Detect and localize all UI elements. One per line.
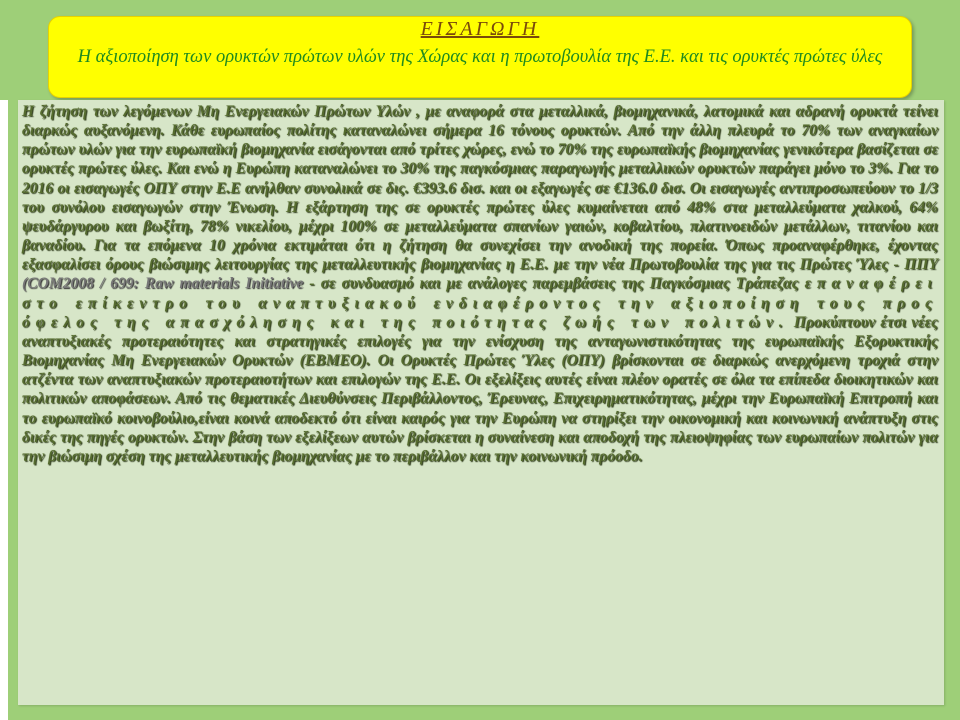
left-edge-strip — [0, 100, 8, 720]
reference-citation: (COM2008 / 699: Raw materials Initiative — [22, 275, 304, 293]
body-part-1: Η ζήτηση των λεγόμενων Μη Ενεργειακών Πρώτων Υλών , με αναφορά στα μεταλλικά, βιομηχανικά, λατομικά και αδρανή ορυκτά τείνει διαρκώς αυξανόμενη. Κάθε ευρωπαίος πολίτης καταναλώνει σήμερα 16 τόνους ορυκτών. Από την άλλη πλευρά το 70% των αναγκαίων πρώτων υλών για την ευρωπαϊκή βιομηχανία εισάγονται από τρίτες χώρες, ενώ το 70% της ευρωπαϊκής βιομηχανίας γενικότερα βασίζεται σε ορυκτές πρώτες ύλες. Και ενώ η Ευρώπη καταναλώνει το 30% της παγκόσμιας παραγωγής μεταλλικών ορυκτών παράγει μόνο το 3%. Για το 2016 οι εισαγωγές ΟΠΥ στην Ε.Ε ανήλθαν συνολικά σε δις. €393.6 δισ. και οι εξαγωγές σε €136.0 δισ. Οι εισαγωγές αντιπροσωπεύουν το 1/3 του συνόλου εισαγωγών στην Ένωση. Η εξάρτηση της σε ορυκτές πρώτες ύλες κυμαίνεται από 48% στα μεταλλεύματα χαλκού, 64% ψευδάργυρου και βωξίτη, 78% νικελίου, μέχρι 100% σε μεταλλεύματα σπανίων γαιών, κοβαλτίου, πλατινοειδών μετάλλων, τιτανίου και βαναδίου. Για τα επόμενα 10 χρόνια εκτιμάται ότι η ζήτηση θα συνεχίσει την ανοδική της πορεία. Όπως προαναφέρθηκε, έχοντας εξασφαλίσει όρους βιώσιμης λειτουργίας της μεταλλευτικής βιομηχανίας η Ε.Ε. με την νέα Πρωτοβουλία της για τις Πρώτες Ύλες - ΠΠΥ — [22, 103, 938, 274]
slide-heading: ΕΙΣΑΓΩΓΗ — [420, 18, 540, 40]
title-box — [48, 16, 912, 98]
body-part-2: - σε συνδυασμό και με ανάλογες παρεμβάσεις της Παγκόσμιας Τράπεζας — [309, 275, 799, 293]
body-text-box — [18, 100, 944, 705]
body-paragraph — [18, 100, 944, 466]
body-spaced-text: επαναφέρει στο επίκεντρο του αναπτυξιακού ενδιαφέροντος την αξιοποίηση τους προς όφελος της απασχόλησης και της ποιότητας ζωής των πολιτών. — [22, 275, 938, 331]
body-part-3: Προκύπτουν έτσι νέες αναπτυξιακές προτεραιότητες και στρατηγικές επιλογές για την ενίσχυση της ανταγωνιστικότητας της ευρωπαϊκής Εξορυκτικής Βιομηχανίας Μη Ενεργειακών Ορυκτών (ΕΒΜΕΟ). Οι Ορυκτές Πρώτες Ύλες (ΟΠΥ) βρίσκονται σε διαρκώς ανερχόμενη τροχιά στην ατζέντα των αναπτυξιακών προτεραιοτήτων και επιλογών της Ε.Ε. Οι εξελίξεις αυτές είναι πλέον ορατές σε όλα τα επίπεδα διοικητικών και πολιτικών αποφάσεων. Από τις θεματικές Διευθύνσεις Περιβάλλοντος, Έρευνας, Επιχειρηματικότητας, μέχρι την Ευρωπαϊκή Επιτροπή και το ευρωπαϊκό κοινοβούλιο,είναι κοινά αποδεκτό ότι είναι καιρός για την Ευρώπη να στηρίξει την οικονομική και κοινωνική ανάπτυξη στις δικές της πηγές ορυκτών. Στην βάση των εξελίξεων αυτών βρίσκεται η συναίνεση και αποδοχή της πλειοψηφίας των ευρωπαίων πολιτών για την βιώσιμη σχέση της μεταλλευτικής βιομηχανίας με το περιβάλλον και την κοινωνική πρόοδο. — [22, 313, 938, 465]
slide-subtitle: Η αξιοποίηση των ορυκτών πρώτων υλών της Χώρας και η πρωτοβουλία της Ε.Ε. και τις ορυκτές πρώτες ύλες — [77, 47, 883, 67]
